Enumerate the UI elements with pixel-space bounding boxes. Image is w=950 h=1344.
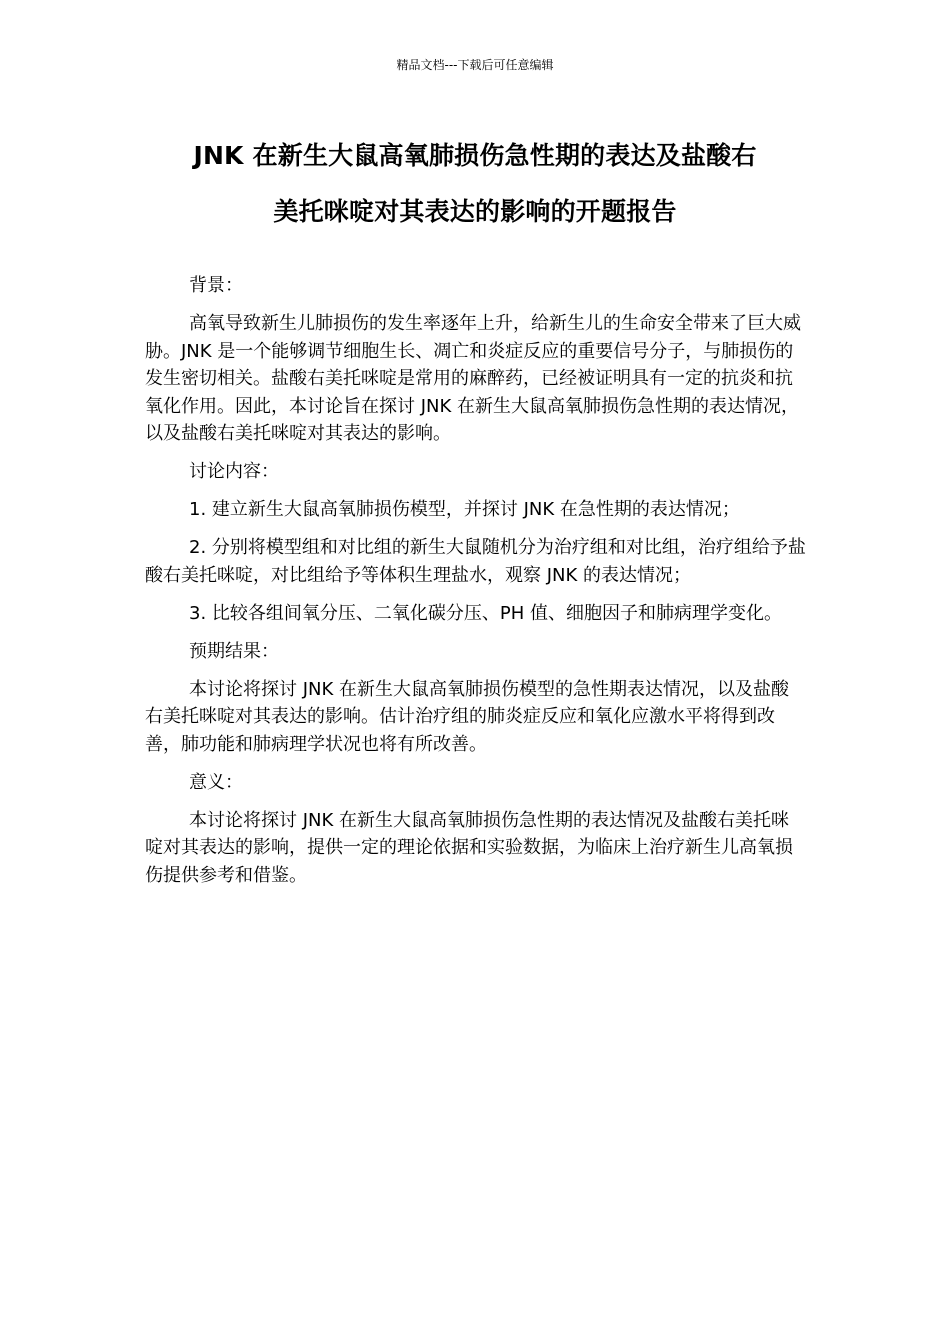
paragraph-results: 本讨论将探讨 JNK 在新生大鼠高氧肺损伤模型的急性期表达情况，以及盐酸右美托咪啶对其表达的影响。估计治疗组的肺炎症反应和氧化应激水平将得到改善，肺功能和肺病理学状况也将有所改善。	[145, 678, 790, 755]
section-heading-content: 讨论内容：	[189, 461, 279, 482]
document-body	[145, 272, 807, 900]
title-line-1: JNK 在新生大鼠高氧肺损伤急性期的表达及盐酸右	[193, 141, 757, 170]
title-line-2: 美托咪啶对其表达的影响的开题报告	[273, 197, 677, 226]
list-item-1: 1. 建立新生大鼠高氧肺损伤模型，并探讨 JNK 在急性期的表达情况；	[189, 499, 740, 520]
list-item-2: 2. 分别将模型组和对比组的新生大鼠随机分为治疗组和对比组，治疗组给予盐酸右美托咪啶，对比组给予等体积生理盐水，观察 JNK 的表达情况；	[145, 537, 806, 586]
page-header: 精品文档---下载后可任意编辑	[396, 58, 554, 72]
paragraph-significance: 本讨论将探讨 JNK 在新生大鼠高氧肺损伤急性期的表达情况及盐酸右美托咪啶对其表达的影响，提供一定的理论依据和实验数据，为临床上治疗新生儿高氧损伤提供参考和借鉴。	[145, 809, 793, 886]
section-heading-background: 背景：	[189, 275, 243, 296]
document-title	[140, 128, 810, 240]
paragraph-background: 高氧导致新生儿肺损伤的发生率逐年上升，给新生儿的生命安全带来了巨大威胁。JNK 是一个能够调节细胞生长、凋亡和炎症反应的重要信号分子，与肺损伤的发生密切相关。盐酸右美托咪啶是常用的麻醉药，已经被证明具有一定的抗炎和抗氧化作用。因此，本讨论旨在探讨 JNK 在新生大鼠高氧肺损伤急性期的表达情况，以及盐酸右美托咪啶对其表达的影响。	[145, 313, 801, 444]
list-item-3: 3. 比较各组间氧分压、二氧化碳分压、PH 值、细胞因子和肺病理学变化。	[189, 602, 783, 624]
section-heading-results: 预期结果：	[189, 640, 279, 662]
section-heading-significance: 意义：	[189, 771, 243, 793]
